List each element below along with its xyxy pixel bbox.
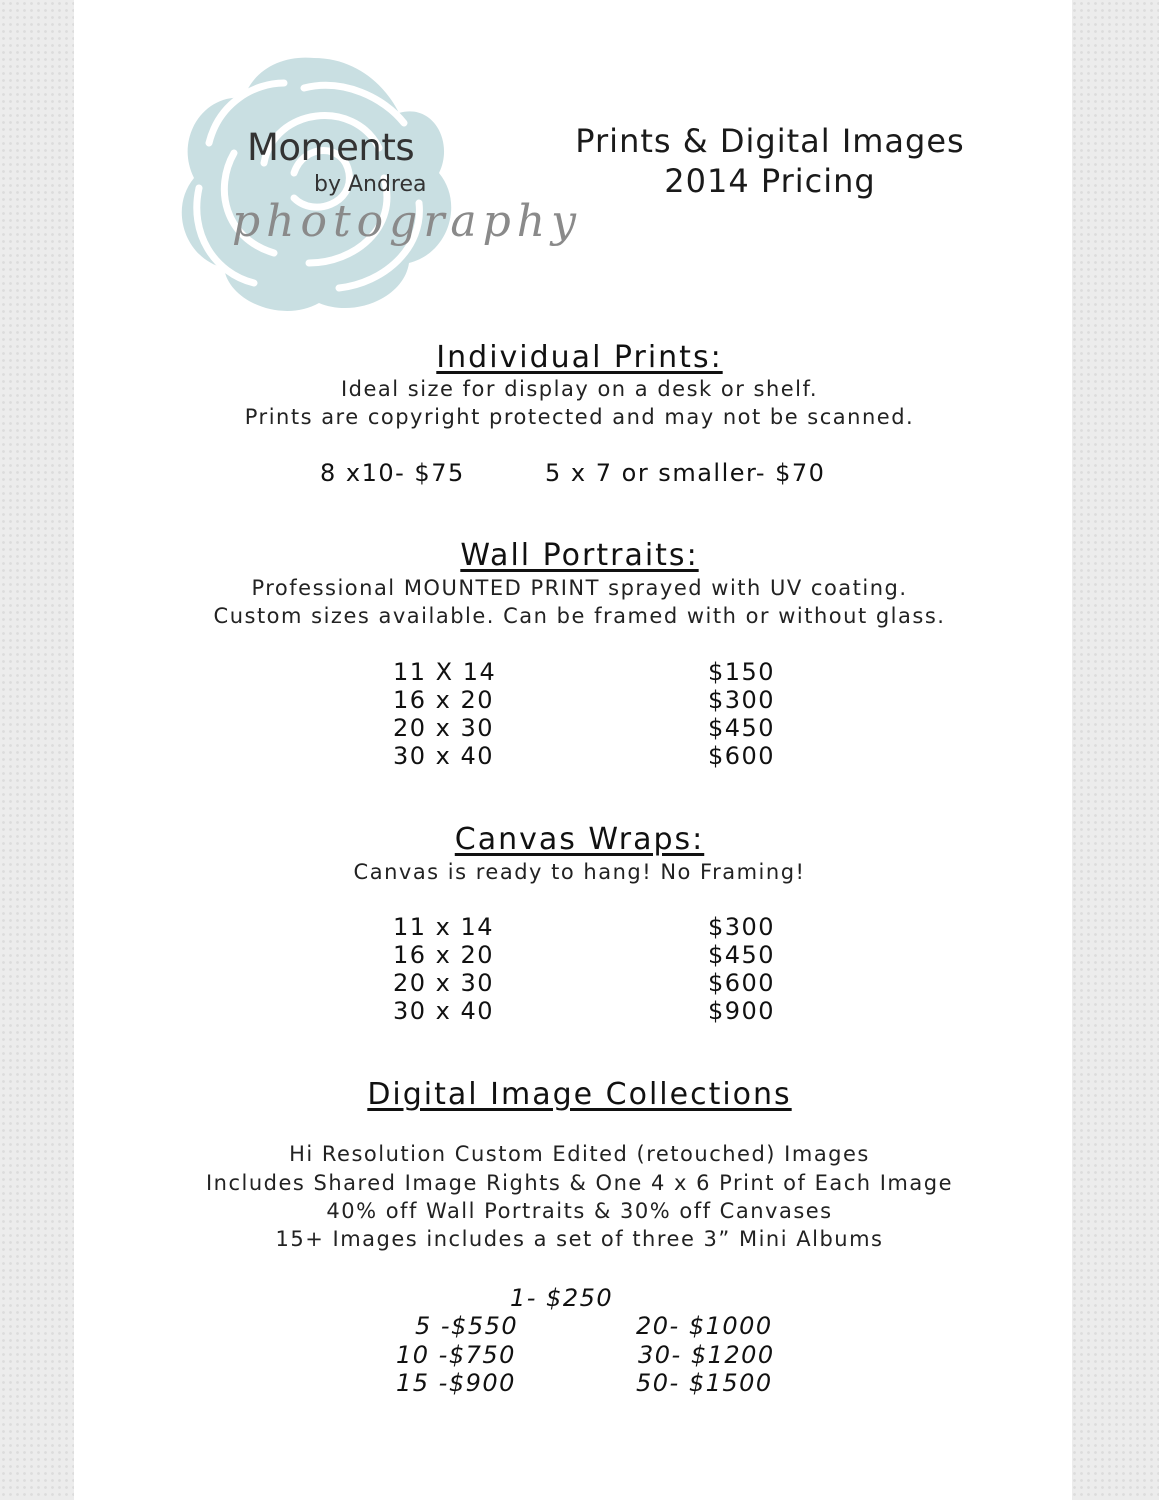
wall-portraits-desc-1: Professional MOUNTED PRINT sprayed with UV coating. bbox=[251, 576, 908, 600]
wall-price: $600 bbox=[708, 742, 776, 770]
canvas-price: $300 bbox=[708, 913, 776, 941]
logo-title: Moments bbox=[247, 126, 415, 169]
digital-collections-heading: Digital Image Collections bbox=[367, 1077, 792, 1112]
collection-price: 15 -$900 bbox=[396, 1369, 516, 1397]
collection-price: 30- $1200 bbox=[638, 1341, 775, 1369]
individual-prints-desc-1: Ideal size for display on a desk or shelf. bbox=[340, 377, 819, 401]
wall-size: 16 x 20 bbox=[393, 686, 495, 714]
collection-price: 5 -$550 bbox=[415, 1312, 519, 1340]
canvas-price: $900 bbox=[708, 997, 776, 1025]
wall-portraits-desc-2: Custom sizes available. Can be framed with or without glass. bbox=[213, 604, 946, 628]
digital-collections-line: 40% off Wall Portraits & 30% off Canvases bbox=[326, 1199, 833, 1223]
collection-price-single: 1- $250 bbox=[510, 1284, 614, 1312]
collection-price: 20- $1000 bbox=[636, 1312, 773, 1340]
digital-collections-line: Hi Resolution Custom Edited (retouched) Images bbox=[289, 1142, 870, 1166]
canvas-size: 16 x 20 bbox=[393, 941, 495, 969]
wall-price: $300 bbox=[708, 686, 776, 714]
wall-size: 30 x 40 bbox=[393, 742, 495, 770]
canvas-size: 30 x 40 bbox=[393, 997, 495, 1025]
logo-subtitle: by Andrea bbox=[314, 172, 427, 197]
print-price-5x7: 5 x 7 or smaller- $70 bbox=[545, 459, 826, 487]
print-price-8x10: 8 x10- $75 bbox=[320, 459, 465, 487]
wall-portraits-heading: Wall Portraits: bbox=[460, 538, 699, 573]
collection-price: 50- $1500 bbox=[636, 1369, 773, 1397]
logo-tagline: photography bbox=[232, 196, 582, 247]
page-subtitle: 2014 Pricing bbox=[664, 162, 876, 200]
digital-collections-line: 15+ Images includes a set of three 3” Mini Albums bbox=[275, 1227, 884, 1251]
page-title: Prints & Digital Images bbox=[575, 122, 965, 160]
individual-prints-heading: Individual Prints: bbox=[436, 340, 723, 375]
wall-size: 11 X 14 bbox=[393, 658, 497, 686]
individual-prints-desc-2: Prints are copyright protected and may not be scanned. bbox=[244, 405, 915, 429]
wall-price: $450 bbox=[708, 714, 776, 742]
canvas-size: 20 x 30 bbox=[393, 969, 495, 997]
canvas-price: $450 bbox=[708, 941, 776, 969]
canvas-price: $600 bbox=[708, 969, 776, 997]
canvas-wraps-heading: Canvas Wraps: bbox=[454, 822, 705, 857]
wall-size: 20 x 30 bbox=[393, 714, 495, 742]
collection-price: 10 -$750 bbox=[396, 1341, 516, 1369]
digital-collections-line: Includes Shared Image Rights & One 4 x 6 Print of Each Image bbox=[205, 1171, 954, 1195]
wall-price: $150 bbox=[708, 658, 776, 686]
canvas-wraps-desc: Canvas is ready to hang! No Framing! bbox=[353, 860, 806, 884]
canvas-size: 11 x 14 bbox=[393, 913, 495, 941]
